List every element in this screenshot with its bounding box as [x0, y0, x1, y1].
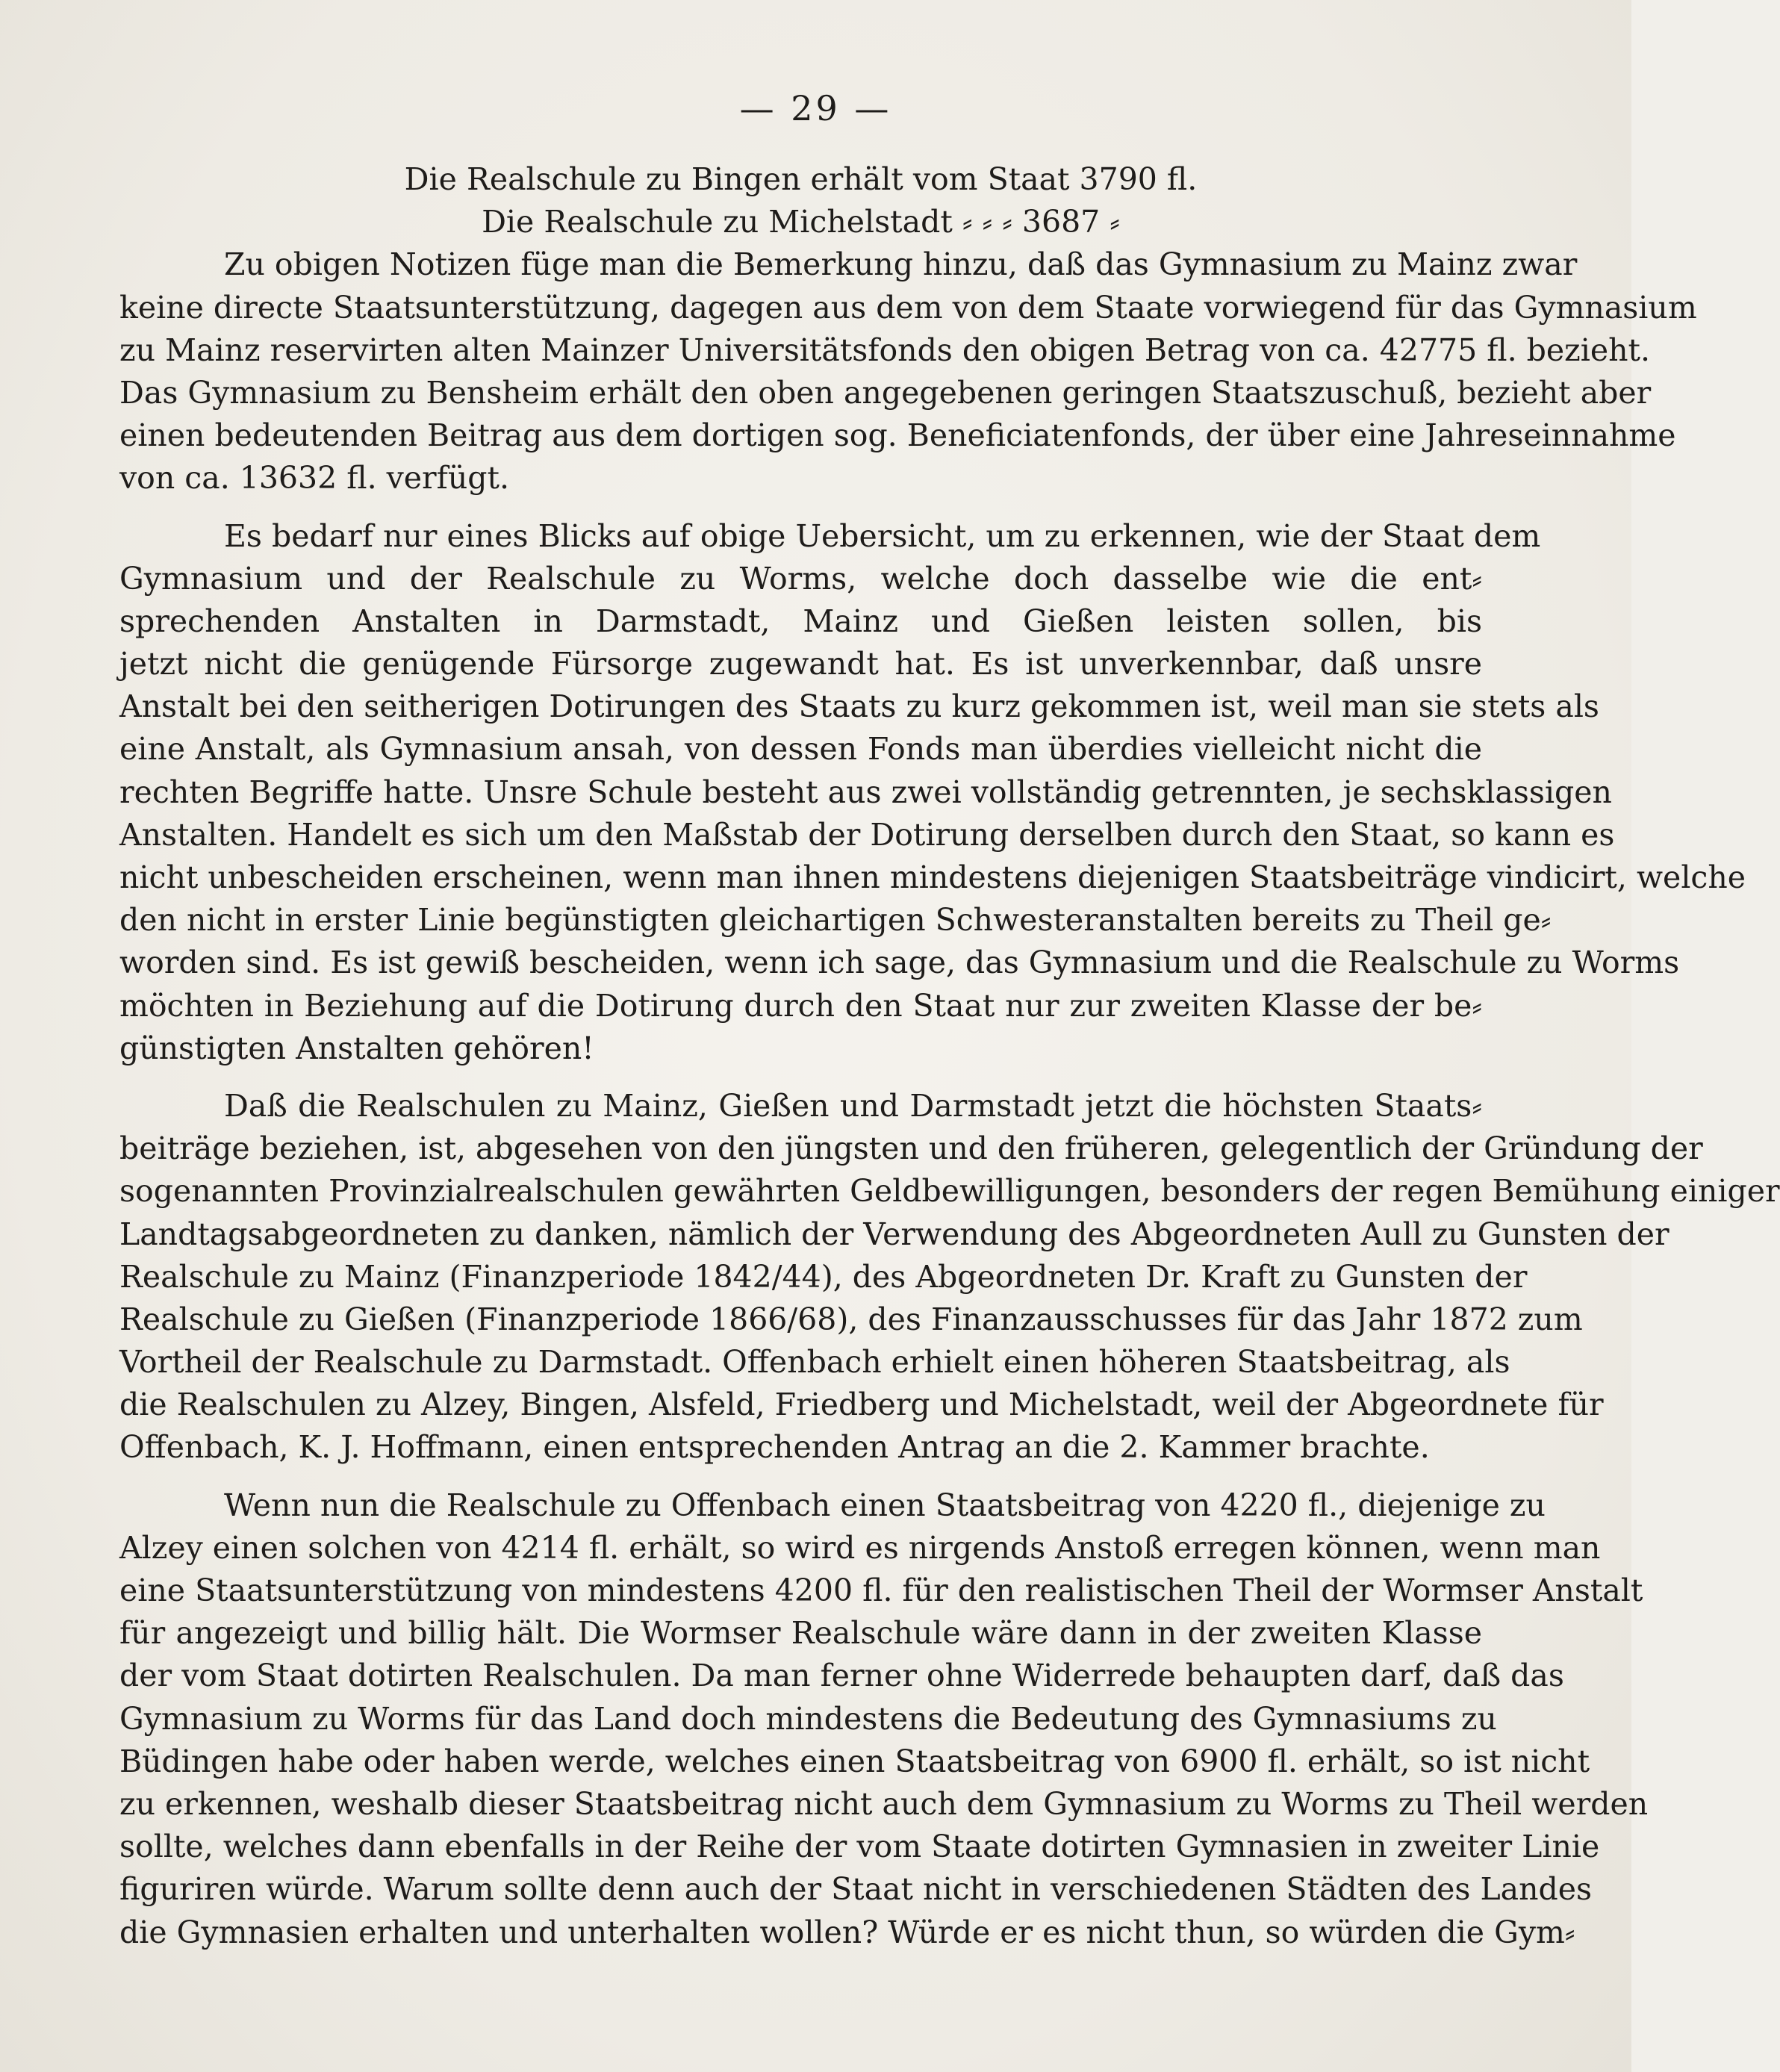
text-line: möchten in Beziehung auf die Dotirung durch den Staat nur zur zweiten Klasse der be⸗ — [119, 987, 1482, 1024]
text-line: Zu obigen Notizen füge man die Bemerkung hinzu, daß das Gymnasium zu Mainz zwar — [224, 246, 1578, 283]
text-line: sprechenden Anstalten in Darmstadt, Mainz und Gießen leisten sollen, bis — [119, 603, 1482, 639]
text-line: keine directe Staatsunterstützung, dagegen aus dem von dem Staate vorwiegend für das Gymnasium — [119, 289, 1697, 326]
text-line: Daß die Realschulen zu Mainz, Gießen und Darmstadt jetzt die höchsten Staats⸗ — [224, 1087, 1482, 1124]
text-line: Offenbach, K. J. Hoffmann, einen entsprechenden Antrag an die 2. Kammer brachte. — [119, 1429, 1430, 1466]
paragraph-4 — [119, 1484, 1649, 1954]
text-line: einen bedeutenden Beitrag aus dem dortigen sog. Beneficiatenfonds, der über eine Jahreseinnahme — [119, 417, 1676, 454]
text-line: Büdingen habe oder haben werde, welches einen Staatsbeitrag von 6900 fl. erhält, so ist nicht — [119, 1743, 1590, 1779]
text-line: die Gymnasien erhalten und unterhalten wollen? Würde er es nicht thun, so würden die Gym⸗ — [119, 1914, 1575, 1950]
text-line: Anstalt bei den seitherigen Dotirungen des Staats zu kurz gekommen ist, weil man sie stets als — [119, 688, 1599, 725]
text-line: Realschule zu Gießen (Finanzperiode 1866/68), des Finanzausschusses für das Jahr 1872 zum — [119, 1301, 1583, 1337]
text-line: nicht unbescheiden erscheinen, wenn man ihnen mindestens diejenigen Staatsbeiträge vindicirt, welche — [119, 859, 1746, 895]
text-line: Alzey einen solchen von 4214 fl. erhält, so wird es nirgends Anstoß erregen können, wenn man — [119, 1529, 1601, 1566]
text-line: figuriren würde. Warum sollte denn auch der Staat nicht in verschiedenen Städten des Landes — [119, 1871, 1593, 1908]
text-line: Landtagsabgeordneten zu danken, nämlich der Verwendung des Abgeordneten Aull zu Gunsten der — [119, 1216, 1669, 1252]
page-number: — 29 — — [739, 88, 892, 128]
text-line: den nicht in erster Linie begünstigten gleichartigen Schwesteranstalten bereits zu Theil ge⸗ — [119, 902, 1552, 939]
text-line: sogenannten Provinzialrealschulen gewährten Geldbewilligungen, besonders der regen Bemühung einiger — [119, 1173, 1780, 1210]
text-line: jetzt nicht die genügende Fürsorge zugewandt hat. Es ist unverkennbar, daß unsre — [119, 646, 1482, 682]
text-line: eine Anstalt, als Gymnasium ansah, von dessen Fonds man überdies vielleicht nicht die — [119, 731, 1482, 768]
paragraph-2 — [119, 515, 1746, 1070]
paragraph-3 — [119, 1085, 1780, 1469]
text-line: zu erkennen, weshalb dieser Staatsbeitrag nicht auch dem Gymnasium zu Worms zu Theil werden — [119, 1785, 1649, 1822]
header-table — [119, 158, 1482, 243]
header-line-bingen: Die Realschule zu Bingen erhält vom Staat 3790 fl. — [404, 161, 1198, 197]
page-text — [119, 158, 1780, 1954]
text-line: Es bedarf nur eines Blicks auf obige Uebersicht, um zu erkennen, wie der Staat dem — [224, 517, 1541, 554]
text-line: rechten Begriffe hatte. Unsre Schule besteht aus zwei vollständig getrennten, je sechsklassigen — [119, 774, 1612, 810]
text-line: beiträge beziehen, ist, abgesehen von den jüngsten und den früheren, gelegentlich der Gründung der — [119, 1130, 1703, 1167]
text-line: günstigten Anstalten gehören! — [119, 1030, 594, 1066]
text-line: Gymnasium zu Worms für das Land doch mindestens die Bedeutung des Gymnasiums zu — [119, 1700, 1497, 1737]
text-line: Anstalten. Handelt es sich um den Maßstab der Dotirung derselben durch den Staat, so kann es — [119, 816, 1615, 853]
header-line-michelstadt: Die Realschule zu Michelstadt ⸗ ⸗ ⸗ 3687 ⸗ — [482, 204, 1120, 240]
text-line: die Realschulen zu Alzey, Bingen, Alsfeld, Friedberg und Michelstadt, weil der Abgeordnete für — [119, 1387, 1604, 1423]
text-line: worden sind. Es ist gewiß bescheiden, wenn ich sage, das Gymnasium und die Realschule zu Worms — [119, 945, 1680, 981]
text-line: Gymnasium und der Realschule zu Worms, welche doch dasselbe wie die ent⸗ — [119, 560, 1482, 597]
text-line: sollte, welches dann ebenfalls in der Reihe der vom Staate dotirten Gymnasien in zweiter Linie — [119, 1829, 1600, 1865]
text-line: von ca. 13632 fl. verfügt. — [119, 460, 509, 497]
text-line: Vortheil der Realschule zu Darmstadt. Offenbach erhielt einen höheren Staatsbeitrag, als — [119, 1344, 1510, 1381]
text-line: der vom Staat dotirten Realschulen. Da man ferner ohne Widerrede behaupten darf, daß das — [119, 1658, 1564, 1694]
text-line: Wenn nun die Realschule zu Offenbach einen Staatsbeitrag von 4220 fl., diejenige zu — [224, 1487, 1546, 1523]
text-line: zu Mainz reservirten alten Mainzer Universitätsfonds den obigen Betrag von ca. 42775 fl. bezieht. — [119, 332, 1651, 368]
text-line: eine Staatsunterstützung von mindestens 4200 fl. für den realistischen Theil der Wormser Anstalt — [119, 1572, 1643, 1608]
paragraph-1 — [119, 243, 1697, 500]
text-line: Das Gymnasium zu Bensheim erhält den oben angegebenen geringen Staatszuschuß, bezieht aber — [119, 374, 1652, 411]
text-line: für angezeigt und billig hält. Die Wormser Realschule wäre dann in der zweiten Klasse — [119, 1615, 1482, 1652]
text-line: Realschule zu Mainz (Finanzperiode 1842/44), des Abgeordneten Dr. Kraft zu Gunsten der — [119, 1258, 1528, 1295]
